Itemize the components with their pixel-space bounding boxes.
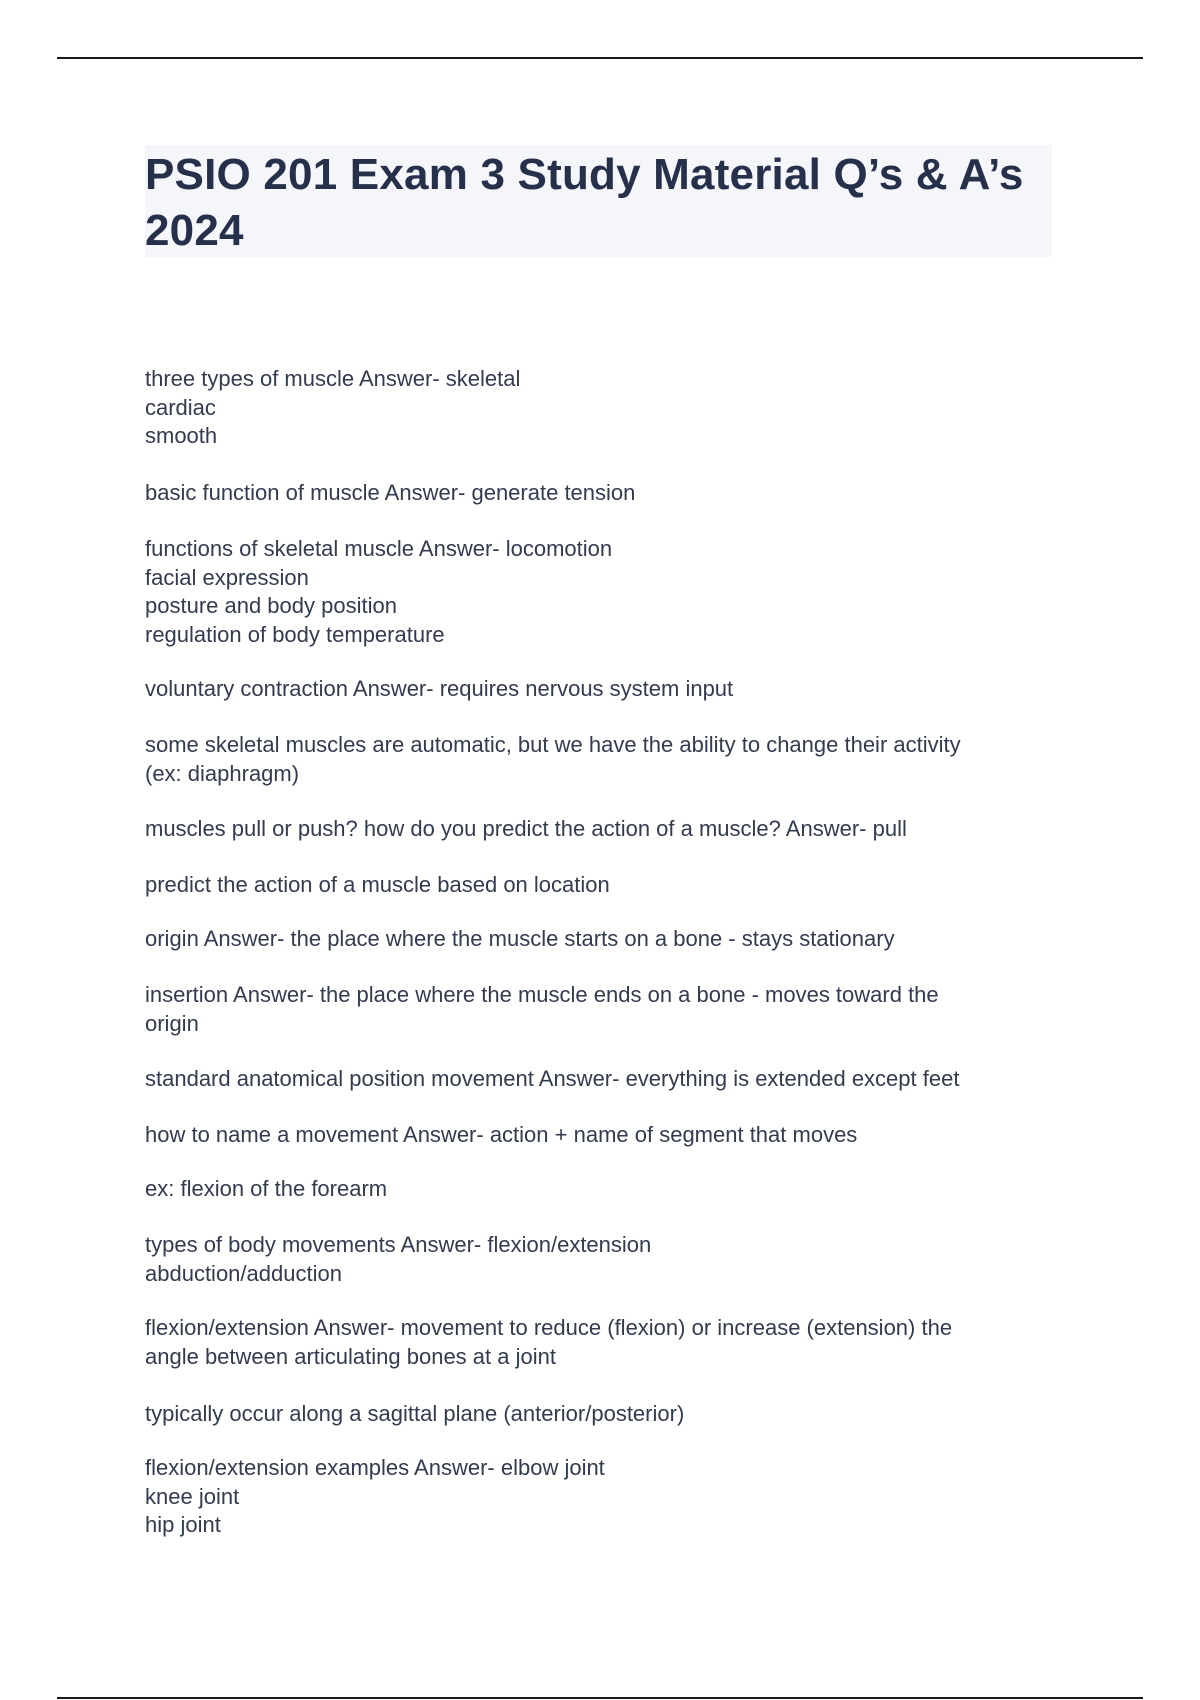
title-block <box>145 145 1052 257</box>
qa-entry: some skeletal muscles are automatic, but we have the ability to change their activity (ex: diaphragm) <box>145 732 961 786</box>
qa-entry: functions of skeletal muscle Answer- locomotion facial expression posture and body position regulation of body temperature <box>145 536 613 647</box>
qa-entry: voluntary contraction Answer- requires nervous system input <box>145 676 734 701</box>
qa-entry: flexion/extension Answer- movement to reduce (flexion) or increase (extension) the angle between articulating bones at a joint <box>145 1315 953 1369</box>
qa-entry: standard anatomical position movement Answer- everything is extended except feet <box>145 1066 960 1091</box>
qa-entry: muscles pull or push? how do you predict the action of a muscle? Answer- pull <box>145 816 907 841</box>
qa-entry: typically occur along a sagittal plane (anterior/posterior) <box>145 1401 685 1426</box>
qa-entry: three types of muscle Answer- skeletal cardiac smooth <box>145 366 521 448</box>
bottom-rule <box>57 1697 1143 1699</box>
top-rule <box>57 57 1143 59</box>
qa-entry: types of body movements Answer- flexion/extension abduction/adduction <box>145 1232 652 1286</box>
qa-entry: insertion Answer- the place where the muscle ends on a bone - moves toward the origin <box>145 982 939 1036</box>
page-title: PSIO 201 Exam 3 Study Material Q’s & A’s 2024 <box>145 150 1024 255</box>
qa-entry: flexion/extension examples Answer- elbow joint knee joint hip joint <box>145 1455 605 1537</box>
qa-entry: predict the action of a muscle based on location <box>145 872 610 897</box>
qa-entry: ex: flexion of the forearm <box>145 1176 388 1201</box>
qa-entry: basic function of muscle Answer- generate tension <box>145 480 636 505</box>
qa-entry: origin Answer- the place where the muscle starts on a bone - stays stationary <box>145 926 895 951</box>
qa-entry: how to name a movement Answer- action + name of segment that moves <box>145 1122 858 1147</box>
